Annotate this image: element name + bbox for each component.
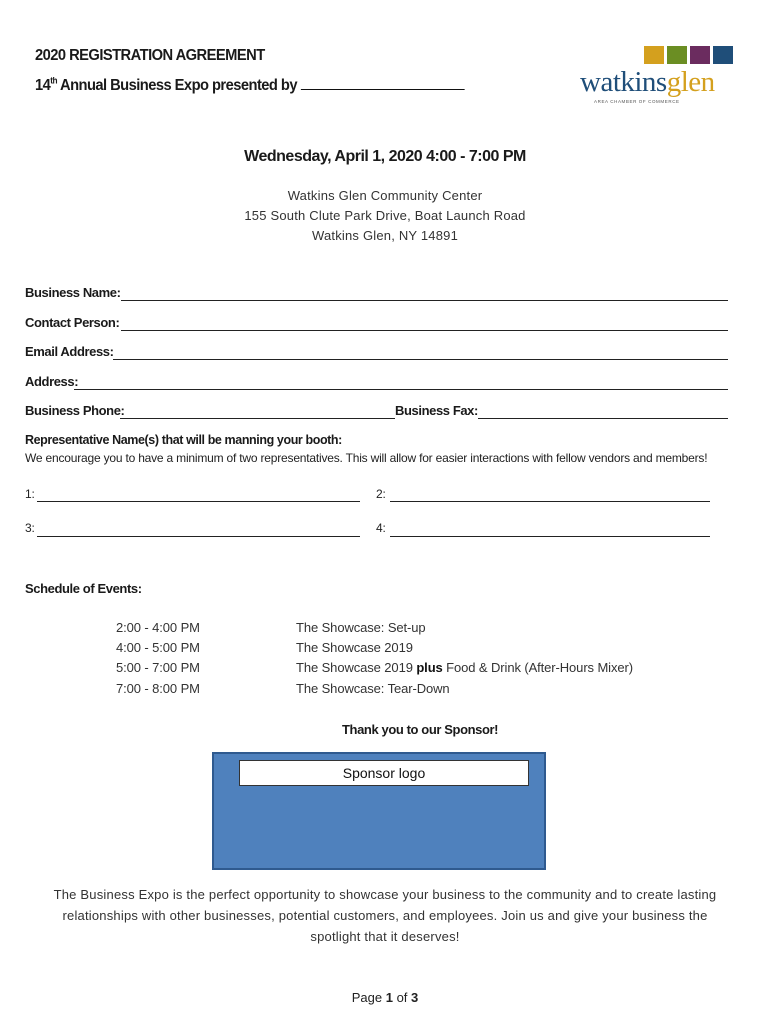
closing-line-2: relationships with other businesses, potential customers, and employees. Join us and give your business the <box>62 908 708 923</box>
rep-3-label: 3: <box>25 521 35 535</box>
schedule-desc-rest: Food & Drink (After-Hours Mixer) <box>442 660 633 675</box>
subtitle-ordinal-suffix: th <box>50 75 57 86</box>
address-field[interactable] <box>74 389 728 390</box>
rep-4-label: 4: <box>376 521 386 535</box>
presenter-blank[interactable] <box>301 75 465 90</box>
schedule-desc-bold: plus <box>416 660 443 675</box>
page-number <box>0 990 770 1005</box>
contact-person-field[interactable] <box>121 330 728 331</box>
page-total: 3 <box>411 990 419 1005</box>
schedule-desc <box>296 660 633 675</box>
rep-4-field[interactable] <box>390 536 710 537</box>
logo-square-2 <box>667 46 687 64</box>
subtitle-text: Annual Business Expo presented by <box>56 77 301 94</box>
event-street: 155 South Clute Park Drive, Boat Launch Road <box>244 208 526 223</box>
email-field[interactable] <box>113 359 728 360</box>
fax-label: Business Fax: <box>395 403 478 418</box>
phone-label: Business Phone: <box>25 403 125 418</box>
schedule-time: 7:00 - 8:00 PM <box>116 681 200 696</box>
sponsor-logo-placeholder: Sponsor logo <box>239 760 529 786</box>
fax-field[interactable] <box>478 418 728 419</box>
event-venue: Watkins Glen Community Center <box>287 188 483 203</box>
representatives-heading: Representative Name(s) that will be manning your booth: <box>25 433 342 447</box>
rep-1-field[interactable] <box>37 501 360 502</box>
schedule-desc: The Showcase: Tear-Down <box>296 681 450 696</box>
event-datetime: Wednesday, April 1, 2020 4:00 - 7:00 PM <box>244 148 526 165</box>
subtitle-ordinal: 14 <box>35 77 51 94</box>
rep-2-label: 2: <box>376 487 386 501</box>
sponsor-box <box>212 752 546 870</box>
address-label: Address: <box>25 374 79 389</box>
business-name-label: Business Name: <box>25 285 121 300</box>
rep-2-field[interactable] <box>390 501 710 502</box>
page-word: Page <box>351 990 386 1005</box>
event-city: Watkins Glen, NY 14891 <box>311 228 459 243</box>
schedule-heading: Schedule of Events: <box>25 581 142 596</box>
page-current: 1 <box>385 990 393 1005</box>
business-name-field[interactable] <box>121 300 728 301</box>
schedule-desc: The Showcase 2019 <box>296 640 413 655</box>
logo-word-watkins: watkins <box>580 66 667 98</box>
chamber-logo <box>580 46 740 108</box>
schedule-desc-text: The Showcase 2019 <box>296 660 417 675</box>
closing-line-1: The Business Expo is the perfect opportunity to showcase your business to the community and to create lasting <box>53 887 717 902</box>
document-subtitle <box>35 75 464 95</box>
logo-tagline: AREA CHAMBER OF COMMERCE <box>594 99 680 104</box>
rep-1-label: 1: <box>25 487 35 501</box>
schedule-time: 5:00 - 7:00 PM <box>116 660 200 675</box>
logo-word-glen: glen <box>666 66 715 98</box>
logo-square-3 <box>690 46 710 64</box>
contact-person-label: Contact Person: <box>25 315 120 330</box>
schedule-time: 2:00 - 4:00 PM <box>116 620 200 635</box>
logo-square-4 <box>713 46 733 64</box>
sponsor-heading: Thank you to our Sponsor! <box>342 722 499 737</box>
schedule-desc: The Showcase: Set-up <box>296 620 426 635</box>
page-of: of <box>392 990 412 1005</box>
logo-square-1 <box>644 46 664 64</box>
closing-line-3: spotlight that it deserves! <box>310 929 460 944</box>
email-label: Email Address: <box>25 344 114 359</box>
rep-3-field[interactable] <box>37 536 360 537</box>
representatives-note: We encourage you to have a minimum of two representatives. This will allow for easier interactions with fellow vendors and members! <box>25 451 708 465</box>
phone-field[interactable] <box>120 418 395 419</box>
schedule-time: 4:00 - 5:00 PM <box>116 640 200 655</box>
document-title: 2020 REGISTRATION AGREEMENT <box>35 47 265 64</box>
